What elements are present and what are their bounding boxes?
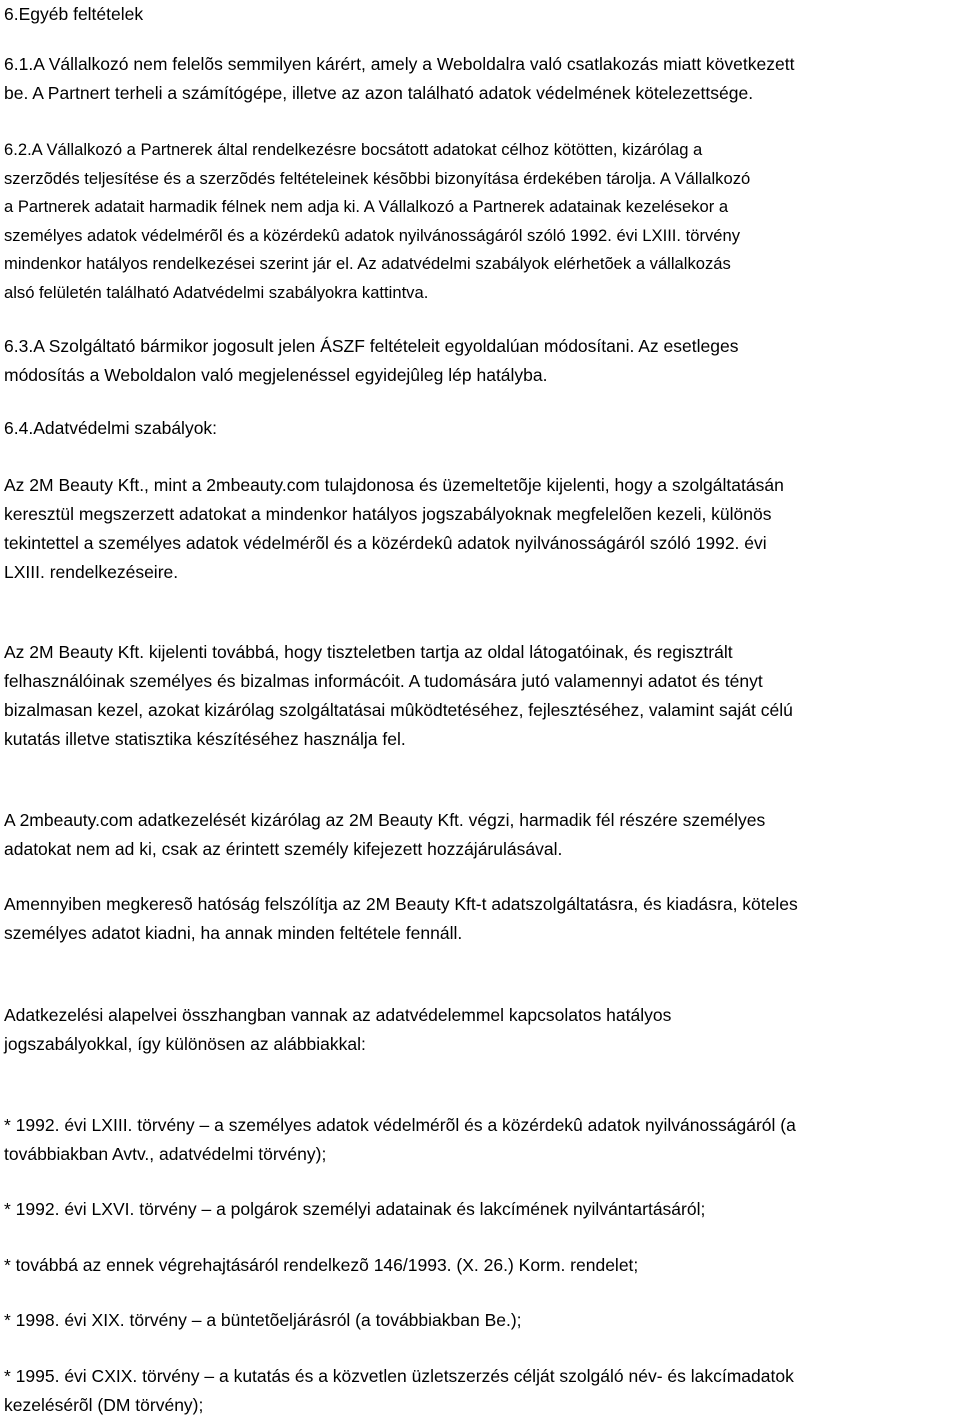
section-6-3 — [4, 332, 954, 390]
text-line: alsó felületén található Adatvédelmi szabályokra kattintva. — [4, 282, 429, 302]
text-line: személyes adatot kiadni, ha annak minden feltétele fennáll. — [4, 923, 463, 943]
text-line: be. A Partnert terheli a számítógépe, illetve az azon található adatok védelmének kötelezettsége. — [4, 83, 754, 103]
section-heading — [4, 0, 954, 29]
law-item-5 — [4, 1362, 954, 1420]
text-line: 6.2.A Vállalkozó a Partnerek által rendelkezésre bocsátott adatokat célhoz kötötten, kizárólag a — [4, 140, 703, 159]
paragraph-exclusive — [4, 806, 954, 864]
text-line: kutatás illetve statisztika készítéséhez használja fel. — [4, 729, 406, 749]
text-line: * 1998. évi XIX. törvény – a büntetõeljárásról (a továbbiakban Be.); — [4, 1310, 522, 1330]
law-item-2 — [4, 1195, 954, 1224]
heading-text: 6.Egyéb feltételek — [4, 4, 144, 24]
section-6-2 — [4, 136, 954, 307]
text-line: * 1995. évi CXIX. törvény – a kutatás és a közvetlen üzletszerzés célját szolgáló név- és lakcímadatok — [4, 1366, 794, 1386]
text-line: személyes adatok védelmérõl és a közérdekû adatok nyilvánosságáról szóló 1992. évi LXIII. törvény — [4, 225, 741, 245]
text-line: Az 2M Beauty Kft., mint a 2mbeauty.com tulajdonosa és üzemeltetõje kijelenti, hogy a szolgáltatásán — [4, 475, 784, 495]
section-6-1 — [4, 50, 954, 108]
text-line: szerzõdés teljesítése és a szerzõdés feltételeinek késõbbi bizonyítása érdekében tárolja. A Vállalkozó — [4, 168, 751, 188]
text-line: továbbiakban Avtv., adatvédelmi törvény); — [4, 1144, 327, 1164]
text-line: * 1992. évi LXVI. törvény – a polgárok személyi adatainak és lakcímének nyilvántartásáról; — [4, 1199, 706, 1219]
text-line: kezelésérõl (DM törvény); — [4, 1395, 204, 1415]
text-line: 6.3.A Szolgáltató bármikor jogosult jelen ÁSZF feltételeit egyoldalúan módosítani. Az esetleges — [4, 336, 739, 356]
law-item-3 — [4, 1251, 954, 1280]
law-item-4 — [4, 1306, 954, 1335]
paragraph-owner — [4, 471, 954, 587]
paragraph-principles — [4, 1001, 954, 1059]
text-line: LXIII. rendelkezéseire. — [4, 562, 179, 582]
text-line: Adatkezelési alapelvei összhangban vannak az adatvédelemmel kapcsolatos hatályos — [4, 1005, 672, 1025]
paragraph-respect — [4, 638, 954, 754]
section-6-4 — [4, 414, 954, 443]
text-line: A 2mbeauty.com adatkezelését kizárólag az 2M Beauty Kft. végzi, harmadik fél részére személyes — [4, 810, 766, 830]
text-line: * továbbá az ennek végrehajtásáról rendelkezõ 146/1993. (X. 26.) Korm. rendelet; — [4, 1255, 639, 1275]
paragraph-authority — [4, 890, 954, 948]
text-line: bizalmasan kezel, azokat kizárólag szolgáltatásai mûködtetéséhez, fejlesztéséhez, valamint saját célú — [4, 700, 793, 720]
text-line: tekintettel a személyes adatok védelmérõl és a közérdekû adatok nyilvánosságáról szóló 1992. évi — [4, 533, 767, 553]
text-line: mindenkor hatályos rendelkezései szerint jár el. Az adatvédelmi szabályok elérhetõek a vállalkozás — [4, 254, 731, 273]
text-line: Amennyiben megkeresõ hatóság felszólítja az 2M Beauty Kft-t adatszolgáltatásra, és kiadásra, köteles — [4, 894, 798, 914]
text-line: 6.4.Adatvédelmi szabályok: — [4, 418, 218, 438]
text-line: módosítás a Weboldalon való megjelenéssel egyidejûleg lép hatályba. — [4, 365, 548, 385]
text-line: 6.1.A Vállalkozó nem felelõs semmilyen kárért, amely a Weboldalra való csatlakozás miatt következett — [4, 54, 795, 74]
text-line: keresztül megszerzett adatokat a mindenkor hatályos jogszabályoknak megfelelõen kezeli, különös — [4, 504, 772, 524]
text-line: * 1992. évi LXIII. törvény – a személyes adatok védelmérõl és a közérdekû adatok nyilvánosságáról (a — [4, 1115, 796, 1135]
text-line: adatokat nem ad ki, csak az érintett személy kifejezett hozzájárulásával. — [4, 839, 563, 859]
text-line: a Partnerek adatait harmadik félnek nem adja ki. A Vállalkozó a Partnerek adatainak kezelésekor a — [4, 197, 729, 216]
text-line: jogszabályokkal, így különösen az alábbiakkal: — [4, 1034, 366, 1054]
text-line: felhasználóinak személyes és bizalmas informácóit. A tudomására jutó valamennyi adatot és tényt — [4, 671, 763, 691]
law-item-1 — [4, 1111, 954, 1169]
text-line: Az 2M Beauty Kft. kijelenti továbbá, hogy tiszteletben tartja az oldal látogatóinak, és regisztrált — [4, 642, 733, 662]
